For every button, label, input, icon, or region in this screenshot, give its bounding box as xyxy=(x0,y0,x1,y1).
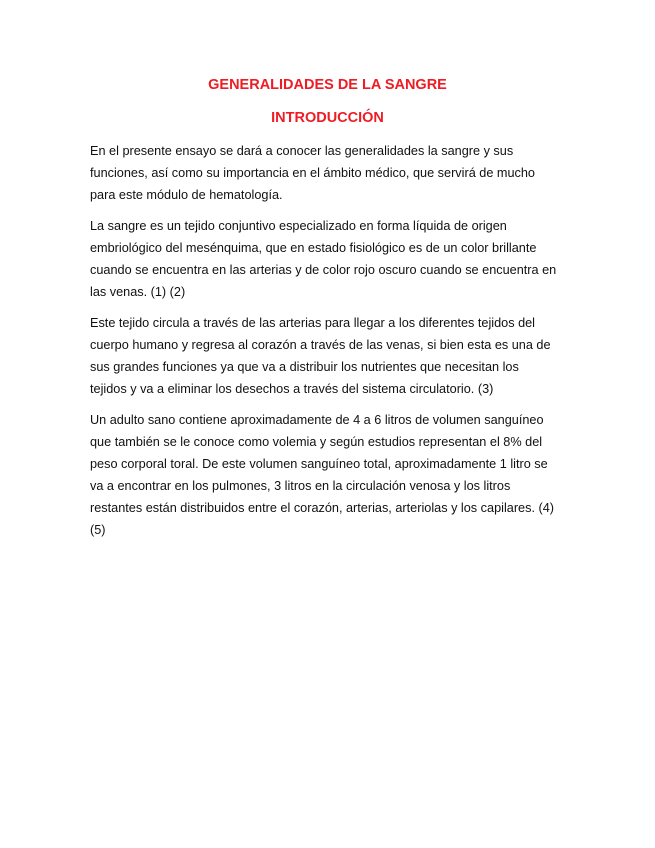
text-line: peso corporal toral. De este volumen sanguíneo total, aproximadamente 1 litro se xyxy=(90,457,548,471)
text-line: las venas. (1) (2) xyxy=(90,285,186,299)
text-line: para este módulo de hematología. xyxy=(90,188,283,202)
text-line: cuerpo humano y regresa al corazón a través de las venas, si bien esta es una de xyxy=(90,338,551,352)
text-line: embriológico del mesénquima, que en estado fisiológico es de un color brillante xyxy=(90,241,537,255)
text-line: va a encontrar en los pulmones, 3 litros en la circulación venosa y los litros xyxy=(90,479,511,493)
paragraph-1 xyxy=(90,140,577,206)
text-line: cuando se encuentra en las arterias y de color rojo oscuro cuando se encuentra en xyxy=(90,263,557,277)
text-line: La sangre es un tejido conjuntivo especializado en forma líquida de origen xyxy=(90,219,507,233)
text-line: (5) xyxy=(90,523,106,537)
text-line: tejidos y va a eliminar los desechos a través del sistema circulatorio. (3) xyxy=(90,382,494,396)
text-line: sus grandes funciones ya que va a distribuir los nutrientes que necesitan los xyxy=(90,360,519,374)
text-line: En el presente ensayo se dará a conocer las generalidades la sangre y sus xyxy=(90,144,514,158)
text-line: que también se le conoce como volemia y según estudios representan el 8% del xyxy=(90,435,543,449)
text-line: Un adulto sano contiene aproximadamente de 4 a 6 litros de volumen sanguíneo xyxy=(90,413,544,427)
paragraph-4 xyxy=(90,409,577,541)
section-heading: INTRODUCCIÓN xyxy=(271,110,384,126)
paragraph-2 xyxy=(90,215,577,303)
document-body xyxy=(90,140,577,550)
paragraph-3 xyxy=(90,312,577,400)
document-title: GENERALIDADES DE LA SANGRE xyxy=(208,77,447,93)
text-line: funciones, así como su importancia en el ámbito médico, que servirá de mucho xyxy=(90,166,535,180)
text-line: Este tejido circula a través de las arterias para llegar a los diferentes tejidos del xyxy=(90,316,535,330)
text-line: restantes están distribuidos entre el corazón, arterias, arteriolas y los capilares. (4) xyxy=(90,501,555,515)
